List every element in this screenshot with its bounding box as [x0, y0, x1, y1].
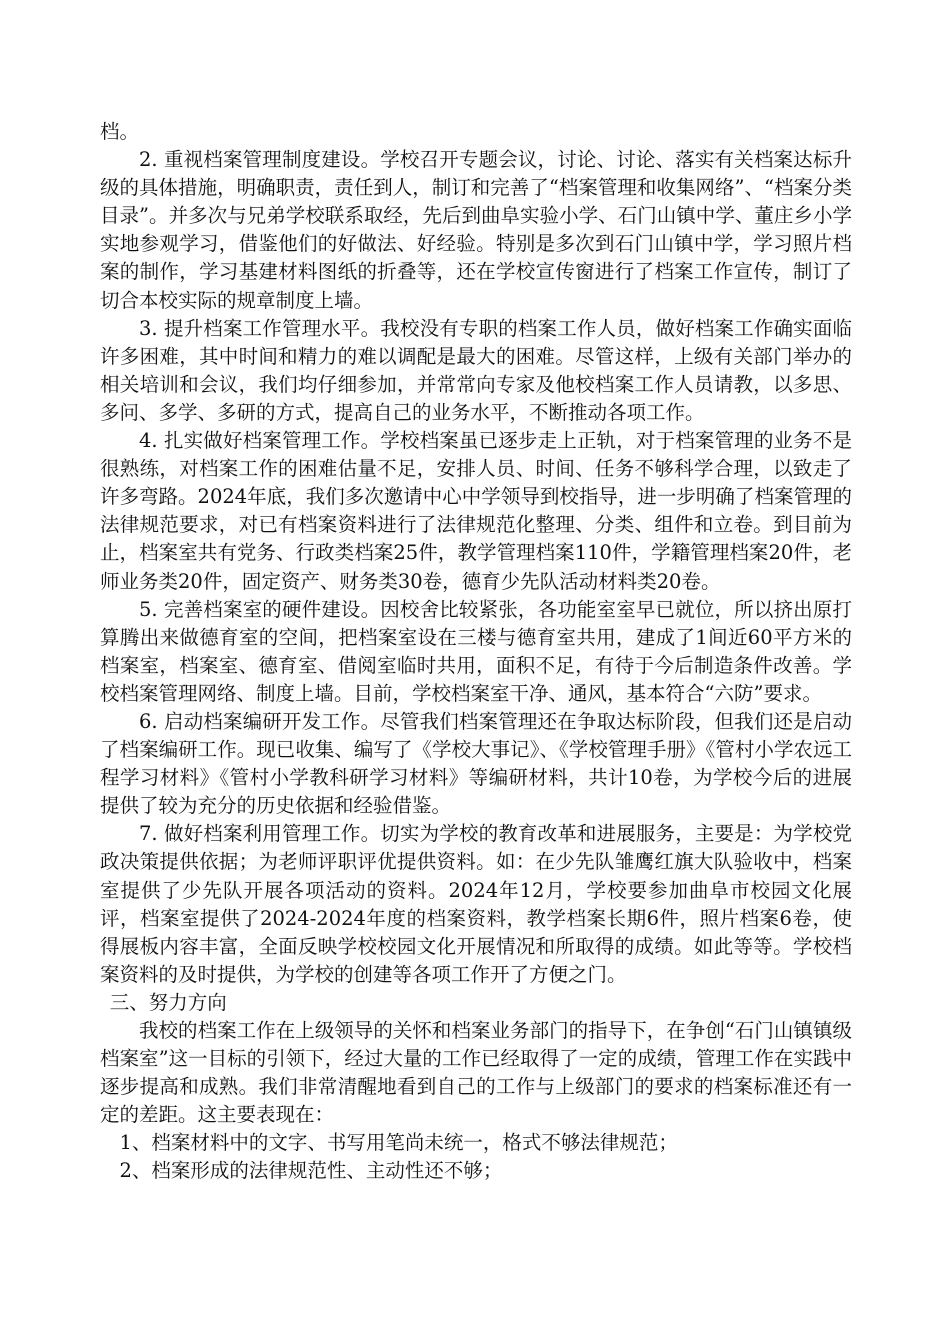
paragraph-direction-intro: 我校的档案工作在上级领导的关怀和档案业务部门的指导下，在争创“石门山镇镇级档案室”这一目标的引领下，经过大量的工作已经取得了一定的成绩，管理工作在实践中逐步提高和成熟。我们非常清醒地看到自己的工作与上级部门的要求的档案标准还有一定的差距。这主要表现在： — [100, 1019, 852, 1127]
paragraph-continuation: 档。 — [100, 120, 140, 143]
paragraph-item-3: 3. 提升档案工作管理水平。我校没有专职的档案工作人员，做好档案工作确实面临许多困难，其中时间和精力的难以调配是最大的困难。尽管这样，上级有关部门举办的相关培训和会议，我们均仔细参加，并常常向专家及他校档案工作人员请教，以多思、多问、多学、多研的方式，提高自己的业务水平，不断推动各项工作。 — [100, 316, 852, 424]
paragraph-item-6: 6. 启动档案编研开发工作。尽管我们档案管理还在争取达标阶段，但我们还是启动了档案编研工作。现已收集、编写了《学校大事记》、《学校管理手册》《管村小学农远工程学习材料》《管村小学教科研学习材料》等编研材料，共计10卷，为学校今后的进展提供了较为充分的历史依据和经验借鉴。 — [100, 709, 852, 818]
section-heading: 三、努力方向 — [109, 990, 227, 1014]
list-item-1: 1、档案材料中的文字、书写用笔尚未统一，格式不够法律规范； — [119, 1131, 678, 1155]
list-item-2: 2、档案形成的法律规范性、主动性还不够； — [119, 1159, 503, 1183]
paragraph-item-4: 4. 扎实做好档案管理工作。学校档案虽已逐步走上正轨，对于档案管理的业务不是很熟练，对档案工作的困难估量不足，安排人员、时间、任务不够科学合理，以致走了许多弯路。2024年底，我们多次邀请中心中学领导到校指导，进一步明确了档案管理的法律规范要求，对已有档案资料进行了法律规范化整理、分类、组件和立卷。到目前为止，档案室共有党务、行政类档案25件，教学管理档案110件，学籍管理档案20件，老师业务类20件，固定资产、财务类30卷，德育少先队活动材料类20卷。 — [100, 429, 852, 593]
document-page — [100, 118, 852, 1186]
paragraph-item-2: 2. 重视档案管理制度建设。学校召开专题会议，讨论、讨论、落实有关档案达标升级的具体措施，明确职责，责任到人，制订和完善了“档案管理和收集网络”、“档案分类目录”。并多次与兄弟学校联系取经，先后到曲阜实验小学、石门山镇中学、董庄乡小学实地参观学习，借鉴他们的好做法、好经验。特别是多次到石门山镇中学，学习照片档案的制作，学习基建材料图纸的折叠等，还在学校宣传窗进行了档案工作宣传，制订了切合本校实际的规章制度上墙。 — [100, 148, 852, 312]
paragraph-item-5: 5. 完善档案室的硬件建设。因校舍比较紧张，各功能室室早已就位，所以挤出原打算腾出来做德育室的空间，把档案室设在三楼与德育室共用，建成了1间近60平方米的档案室，档案室、德育室、借阅室临时共用，面积不足，有待于今后制造条件改善。学校档案管理网络、制度上墙。目前，学校档案室干净、通风，基本符合“六防”要求。 — [100, 597, 852, 705]
paragraph-item-7: 7. 做好档案利用管理工作。切实为学校的教育改革和进展服务，主要是：为学校党政决策提供依据；为老师评职评优提供资料。如：在少先队雏鹰红旗大队验收中，档案室提供了少先队开展各项活动的资料。2024年12月，学校要参加曲阜市校园文化展评，档案室提供了2024-2024年度的档案资料，教学档案长期6件，照片档案6卷，使得展板内容丰富，全面反映学校校园文化开展情况和所取得的成绩。如此等等。学校档案资料的及时提供，为学校的创建等各项工作开了方便之门。 — [100, 822, 852, 986]
